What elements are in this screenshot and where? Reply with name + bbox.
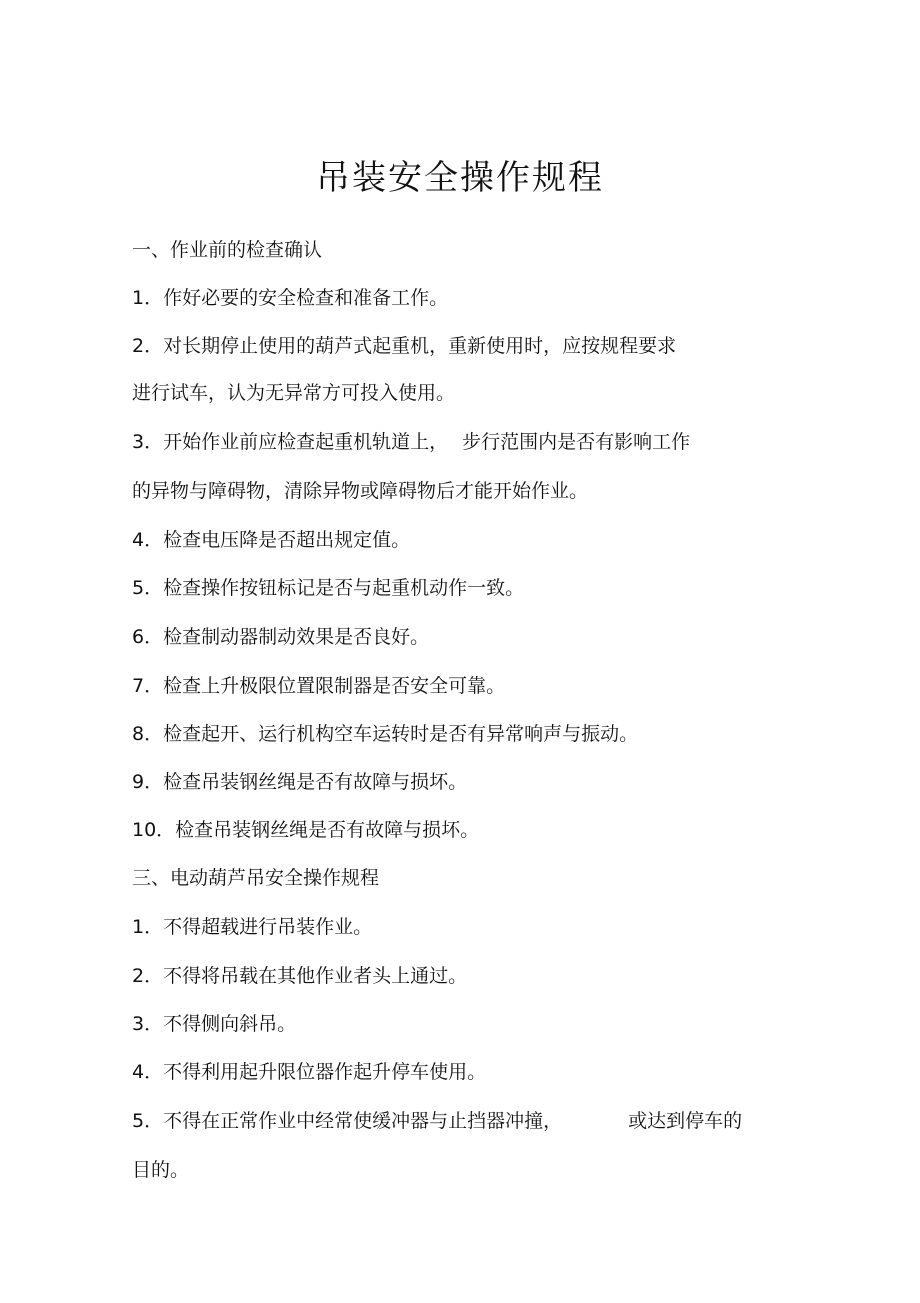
list-item: 1．作好必要的安全检查和准备工作。 bbox=[132, 287, 449, 309]
list-item: 6．检查制动器制动效果是否良好。 bbox=[132, 626, 430, 648]
list-item-part: 步行范围内是否有影响工作 bbox=[462, 431, 691, 453]
section-heading: 一、作业前的检查确认 bbox=[132, 239, 323, 261]
list-item: 4．检查电压降是否超出规定值。 bbox=[132, 529, 411, 551]
list-item: 10．检查吊装钢丝绳是否有故障与损坏。 bbox=[132, 819, 480, 841]
list-item: 4．不得利用起升限位器作起升停车使用。 bbox=[132, 1061, 487, 1083]
list-item bbox=[132, 430, 690, 454]
list-item-continuation: 目的。 bbox=[132, 1159, 190, 1181]
list-item: 8．检查起开、运行机构空车运转时是否有异常响声与振动。 bbox=[132, 723, 639, 745]
list-item: 1．不得超载进行吊装作业。 bbox=[132, 916, 373, 938]
list-item-continuation: 的异物与障碍物，清除异物或障碍物后才能开始作业。 bbox=[132, 480, 589, 502]
list-item: 9．检查吊装钢丝绳是否有故障与损坏。 bbox=[132, 771, 468, 793]
list-item: 5．检查操作按钮标记是否与起重机动作一致。 bbox=[132, 577, 525, 599]
list-item-part: 3．开始作业前应检查起重机轨道上， bbox=[132, 431, 449, 453]
list-item-continuation: 进行试车，认为无异常方可投入使用。 bbox=[132, 382, 456, 404]
list-item: 2．不得将吊载在其他作业者头上通过。 bbox=[132, 965, 468, 987]
section-heading: 三、电动葫芦吊安全操作规程 bbox=[132, 867, 380, 889]
document-title: 吊装安全操作规程 bbox=[316, 158, 604, 198]
list-item: 7．检查上升极限位置限制器是否安全可靠。 bbox=[132, 675, 506, 697]
list-item-part: 或达到停车的 bbox=[628, 1110, 743, 1132]
list-item bbox=[132, 1109, 742, 1133]
list-item: 3．不得侧向斜吊。 bbox=[132, 1013, 297, 1035]
list-item: 2．对长期停止使用的葫芦式起重机，重新使用时，应按规程要求 bbox=[132, 335, 677, 357]
list-item-part: 5．不得在正常作业中经常使缓冲器与止挡器冲撞， bbox=[132, 1110, 563, 1132]
